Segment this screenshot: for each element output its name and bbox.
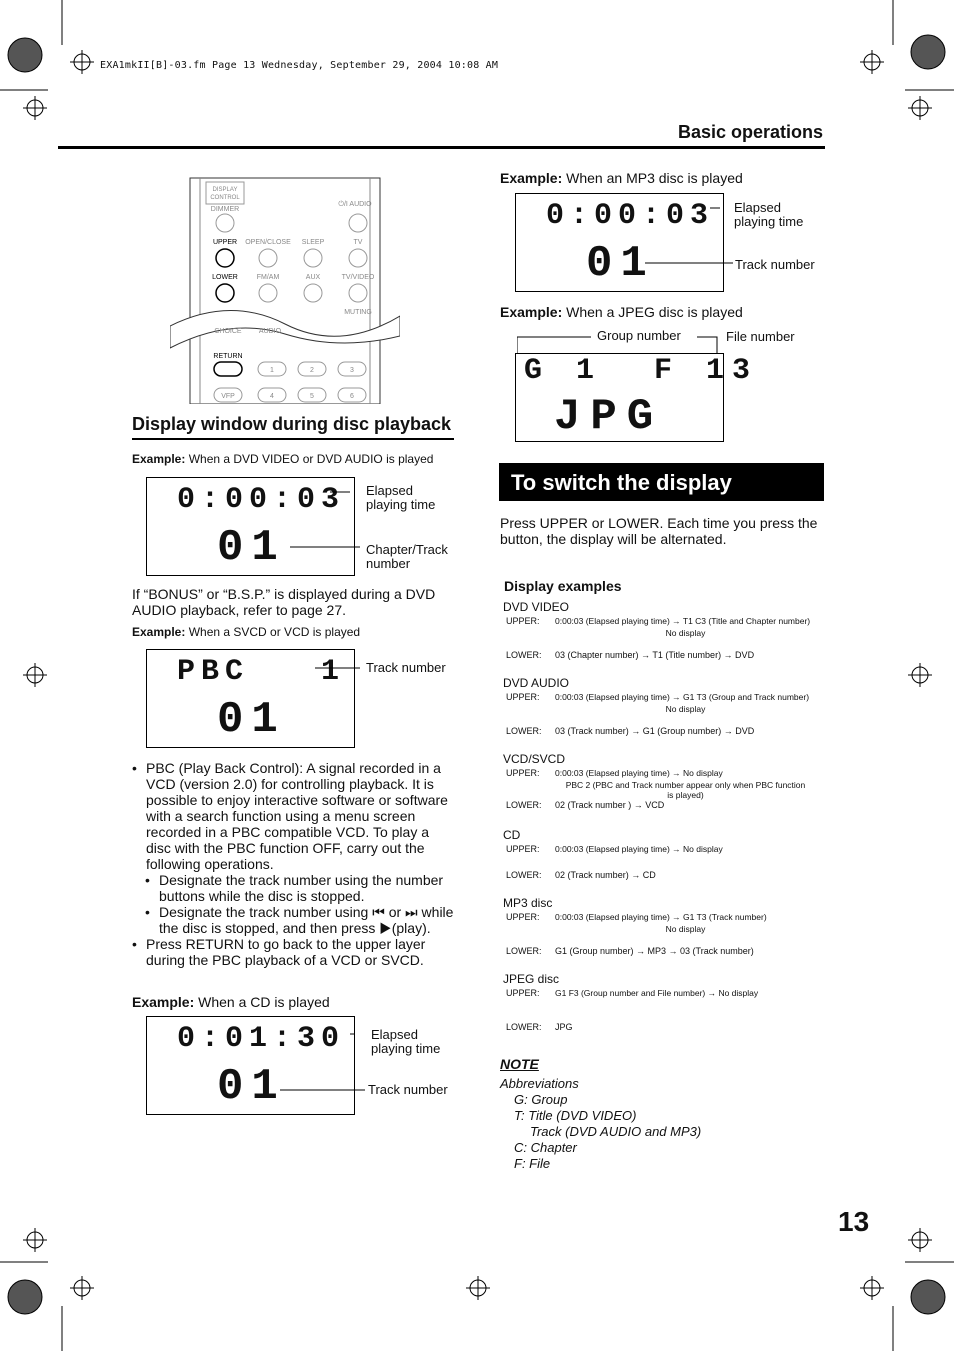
leader-lines-dvd bbox=[280, 490, 370, 560]
example-mp3-caption: Example: When an MP3 disc is played bbox=[500, 170, 743, 186]
lower-sequence: 03 (Track number) → G1 (Group number) → DVD bbox=[555, 726, 755, 736]
lower-sequence: 02 (Track number) → CD bbox=[555, 870, 656, 880]
svg-text:⏻/I AUDIO: ⏻/I AUDIO bbox=[338, 201, 372, 208]
group-name: JPEG disc bbox=[503, 972, 560, 986]
svg-text:4: 4 bbox=[270, 393, 274, 400]
upper-sequence: 0:00:03 (Elapsed playing time) → No display bbox=[555, 844, 723, 854]
banner-text: To switch the display bbox=[511, 470, 732, 495]
upper-label: UPPER: bbox=[506, 988, 540, 998]
upper-label: UPPER: bbox=[506, 844, 540, 854]
svg-text:5: 5 bbox=[310, 393, 314, 400]
example-jpeg-caption: Example: When a JPEG disc is played bbox=[500, 304, 743, 320]
svg-text:CHOICE: CHOICE bbox=[214, 328, 242, 335]
upper-return: No display bbox=[665, 628, 706, 638]
upper-sequence: G1 F3 (Group number and File number) → No display bbox=[555, 988, 759, 998]
leader-line-svcd bbox=[310, 660, 370, 680]
upper-return: No display bbox=[665, 704, 706, 714]
upper-sequence: 0:00:03 (Elapsed playing time) → G1 T3 (Track number) bbox=[555, 912, 767, 922]
upper-label: UPPER: bbox=[506, 912, 540, 922]
display-line1: 0:00:03 bbox=[177, 483, 346, 517]
note-line: Abbreviations bbox=[500, 1076, 579, 1091]
upper-label: UPPER: bbox=[506, 768, 540, 778]
svg-text:TV: TV bbox=[353, 239, 363, 246]
display-window-jpeg bbox=[515, 353, 759, 442]
lower-label: LOWER: bbox=[506, 1022, 542, 1032]
upper-sequence: 0:00:03 (Elapsed playing time) → G1 T3 (Group and Track number) bbox=[555, 692, 810, 702]
svg-text:6: 6 bbox=[350, 393, 354, 400]
svg-text:DISPLAY: DISPLAY bbox=[212, 187, 238, 193]
left-heading: Display window during disc playback bbox=[132, 414, 452, 434]
label-track-cd: Track number bbox=[368, 1082, 448, 1097]
example-svcd-caption: Example: When a SVCD or VCD is played bbox=[132, 625, 361, 639]
bullet-return: • Press RETURN to go back to the upper layer during the PBC playback of a VCD or SVCD. bbox=[132, 936, 426, 968]
svg-text:3: 3 bbox=[350, 367, 354, 374]
section-banner bbox=[499, 463, 824, 501]
press-instructions: Press UPPER or LOWER. Each time you press the button, the display will be alternated. bbox=[500, 515, 818, 547]
bonus-note: If “BONUS” or “B.S.P.” is displayed during a DVD AUDIO playback, refer to page 27. bbox=[132, 586, 436, 618]
display-line1: 0:01:30 bbox=[177, 1022, 346, 1056]
example-dvd-caption: Example: When a DVD VIDEO or DVD AUDIO is played bbox=[132, 452, 434, 466]
header-rule bbox=[58, 146, 825, 149]
note-line: Track (DVD AUDIO and MP3) bbox=[530, 1124, 702, 1139]
display-line1: PBC 1 bbox=[177, 655, 346, 689]
file-header: EXA1mkII[B]-03.fm Page 13 Wednesday, September 29, 2004 10:08 AM bbox=[100, 60, 499, 71]
lower-sequence: JPG bbox=[555, 1022, 573, 1032]
example-cd-caption: Example: When a CD is played bbox=[132, 994, 330, 1010]
leader-lines-cd bbox=[270, 1030, 370, 1100]
svg-text:2: 2 bbox=[310, 367, 314, 374]
label-elapsed-cd: Elapsed playing time bbox=[371, 1027, 441, 1056]
left-heading-underline bbox=[132, 438, 454, 440]
display-line2: 01 bbox=[217, 695, 286, 745]
note-title: NOTE bbox=[500, 1056, 539, 1072]
group-name: VCD/SVCD bbox=[503, 752, 566, 766]
upper-sequence: 0:00:03 (Elapsed playing time) → No display bbox=[555, 768, 723, 778]
label-elapsed-mp3: Elapsed playing time bbox=[734, 200, 804, 229]
lower-sequence: G1 (Group number) → MP3 → 03 (Track number) bbox=[555, 946, 754, 956]
note-line: C: Chapter bbox=[514, 1140, 577, 1155]
display-line2: 01 bbox=[586, 239, 655, 289]
display-line1: 0:00:03 bbox=[546, 199, 715, 233]
lower-label: LOWER: bbox=[506, 870, 542, 880]
sub-bullet-2: • Designate the track number using ⏮ or ⏭ while the disc is stopped, and then press ▶(play). bbox=[145, 904, 454, 936]
label-group-number: Group number bbox=[597, 328, 681, 343]
group-name: DVD AUDIO bbox=[503, 676, 570, 690]
note-body bbox=[500, 1076, 701, 1172]
svg-text:LOWER: LOWER bbox=[212, 274, 238, 281]
svg-text:CONTROL: CONTROL bbox=[210, 195, 240, 201]
pbc-bullets bbox=[132, 760, 454, 968]
note-line: T: Title (DVD VIDEO) bbox=[514, 1108, 637, 1123]
svg-text:OPEN/CLOSE: OPEN/CLOSE bbox=[245, 239, 291, 246]
display-line1: G 1 F 13 bbox=[524, 354, 759, 388]
note-line: F: File bbox=[514, 1156, 551, 1171]
display-line2: JPG bbox=[554, 392, 664, 442]
svg-text:RETURN: RETURN bbox=[213, 353, 243, 360]
lower-label: LOWER: bbox=[506, 726, 542, 736]
display-examples-heading: Display examples bbox=[504, 578, 622, 594]
display-line2: 01 bbox=[217, 523, 286, 573]
upper-return: No display bbox=[665, 924, 706, 934]
label-track-number: Track number bbox=[366, 660, 446, 675]
group-name: MP3 disc bbox=[503, 896, 553, 910]
upper-sequence: 0:00:03 (Elapsed playing time) → T1 C3 (Title and Chapter number) bbox=[555, 616, 811, 626]
leader-lines-mp3 bbox=[640, 200, 740, 270]
upper-return: PBC 2 (PBC and Track number appear only when PBC function is played) bbox=[565, 780, 806, 800]
svg-text:1: 1 bbox=[270, 367, 274, 374]
lower-label: LOWER: bbox=[506, 946, 542, 956]
svg-text:AUDIO: AUDIO bbox=[258, 328, 282, 335]
upper-label: UPPER: bbox=[506, 692, 540, 702]
label-elapsed: Elapsed playing time bbox=[366, 483, 436, 512]
svg-text:DIMMER: DIMMER bbox=[210, 206, 240, 213]
upper-label: UPPER: bbox=[506, 616, 540, 626]
lower-label: LOWER: bbox=[506, 800, 542, 810]
label-file-number: File number bbox=[726, 329, 795, 344]
group-name: DVD VIDEO bbox=[503, 600, 570, 614]
lower-sequence: 03 (Chapter number) → T1 (Title number) → DVD bbox=[555, 650, 755, 660]
remote-illustration bbox=[170, 176, 400, 404]
bullet-pbc: • PBC (Play Back Control): A signal recorded in a VCD (version 2.0) for controlling playback. It is possible to enjoy interactive software or software with a search function using a menu screen recorded in a PBC compatible VCD. To play a disc with the PBC function OFF, carry out the following operations. bbox=[132, 760, 448, 872]
group-name: CD bbox=[503, 828, 521, 842]
label-track-mp3: Track number bbox=[735, 257, 815, 272]
display-line2: 01 bbox=[217, 1062, 286, 1112]
page-number: 13 bbox=[838, 1206, 870, 1237]
lower-label: LOWER: bbox=[506, 650, 542, 660]
svg-text:AUX: AUX bbox=[305, 274, 321, 281]
svg-text:UPPER: UPPER bbox=[212, 239, 238, 246]
lower-sequence: 02 (Track number ) → VCD bbox=[555, 800, 665, 810]
svg-text:FM/AM: FM/AM bbox=[256, 274, 280, 281]
sub-bullet-1: • Designate the track number using the number buttons while the disc is stopped. bbox=[145, 872, 444, 904]
svg-text:MUTING: MUTING bbox=[344, 309, 372, 316]
note-line: G: Group bbox=[514, 1092, 568, 1107]
label-chapter-track: Chapter/Track number bbox=[366, 542, 448, 571]
svg-text:TV/VIDEO: TV/VIDEO bbox=[341, 274, 375, 281]
svg-text:VFP: VFP bbox=[221, 393, 235, 400]
svg-text:SLEEP: SLEEP bbox=[301, 239, 325, 246]
section-title: Basic operations bbox=[677, 122, 823, 142]
